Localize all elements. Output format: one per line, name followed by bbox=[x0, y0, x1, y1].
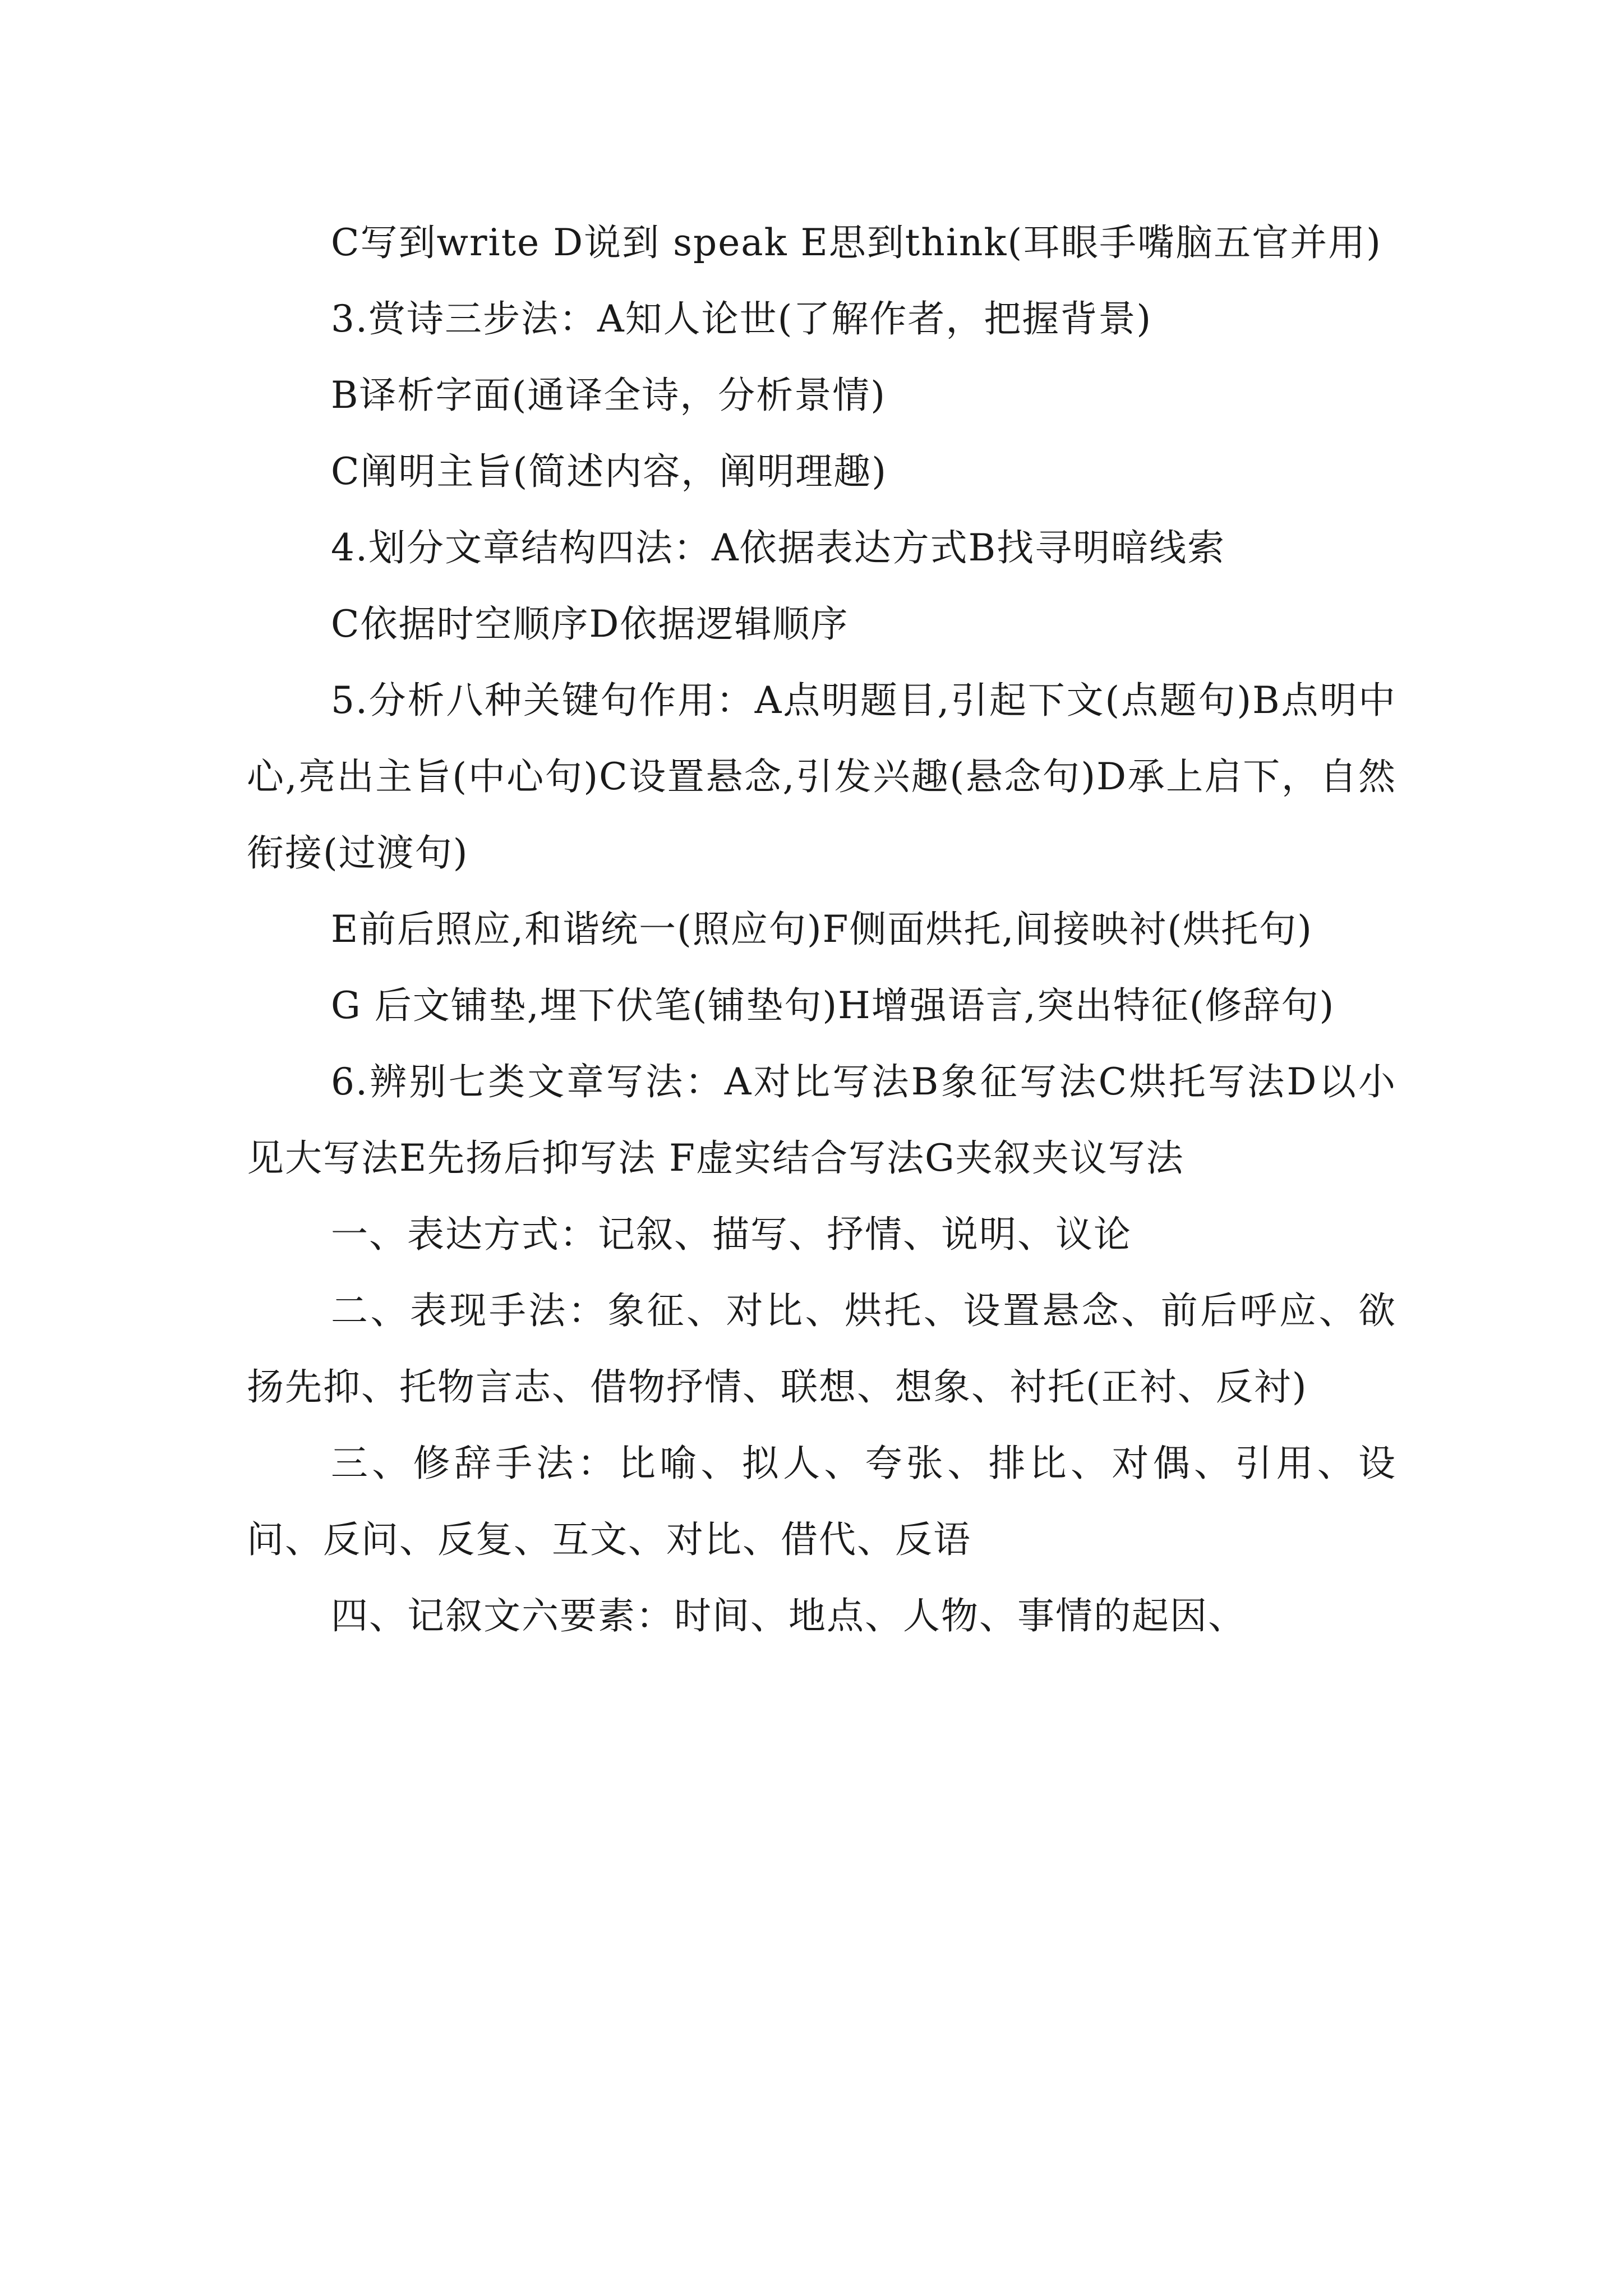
paragraph-expression-modes: 一、表达方式：记叙、描写、抒情、说明、议论 bbox=[331, 1213, 1132, 1256]
paragraph-structure-methods-2: C依据时空顺序D依据逻辑顺序 bbox=[331, 602, 849, 646]
paragraph-presentation-techniques: 二、表现手法：象征、对比、烘托、设置悬念、前后呼应、欲扬先抑、托物言志、借物抒情、联想、想象、衬托(正衬、反衬) bbox=[247, 1289, 1396, 1409]
paragraph-key-sentences-2: E前后照应,和谐统一(照应句)F侧面烘托,间接映衬(烘托句) bbox=[331, 908, 1313, 951]
paragraph-narrative-elements: 四、记叙文六要素：时间、地点、人物、事情的起因、 bbox=[331, 1594, 1246, 1637]
paragraph-structure-methods-1: 4.划分文章结构四法：A依据表达方式B找寻明暗线索 bbox=[331, 526, 1226, 569]
paragraph-poetry-step-2: B译析字面(通译全诗，分析景情) bbox=[331, 374, 886, 417]
paragraph-key-sentences-1: 5.分析八种关键句作用：A点明题目,引起下文(点题句)B点明中心,亮出主旨(中心句)C设置悬念,引发兴趣(悬念句)D承上启下，自然衔接(过渡句) bbox=[247, 679, 1396, 875]
paragraph-rhetorical-devices: 三、修辞手法：比喻、拟人、夸张、排比、对偶、引用、设问、反问、反复、互文、对比、借代、反语 bbox=[247, 1442, 1396, 1561]
paragraph-poetry-step-1: 3.赏诗三步法：A知人论世(了解作者，把握背景) bbox=[331, 297, 1152, 341]
paragraph-key-sentences-3: G 后文铺垫,埋下伏笔(铺垫句)H增强语言,突出特征(修辞句) bbox=[331, 984, 1335, 1027]
document-body bbox=[247, 205, 1396, 1654]
paragraph-study-methods: C写到write D说到 speak E思到think(耳眼手嘴脑五官并用) bbox=[331, 221, 1382, 264]
paragraph-writing-methods: 6.辨别七类文章写法：A对比写法B象征写法C烘托写法D以小见大写法E先扬后抑写法 F虚实结合写法G夹叙夹议写法 bbox=[247, 1060, 1396, 1180]
paragraph-poetry-step-3: C阐明主旨(简述内容，阐明理趣) bbox=[331, 450, 887, 493]
